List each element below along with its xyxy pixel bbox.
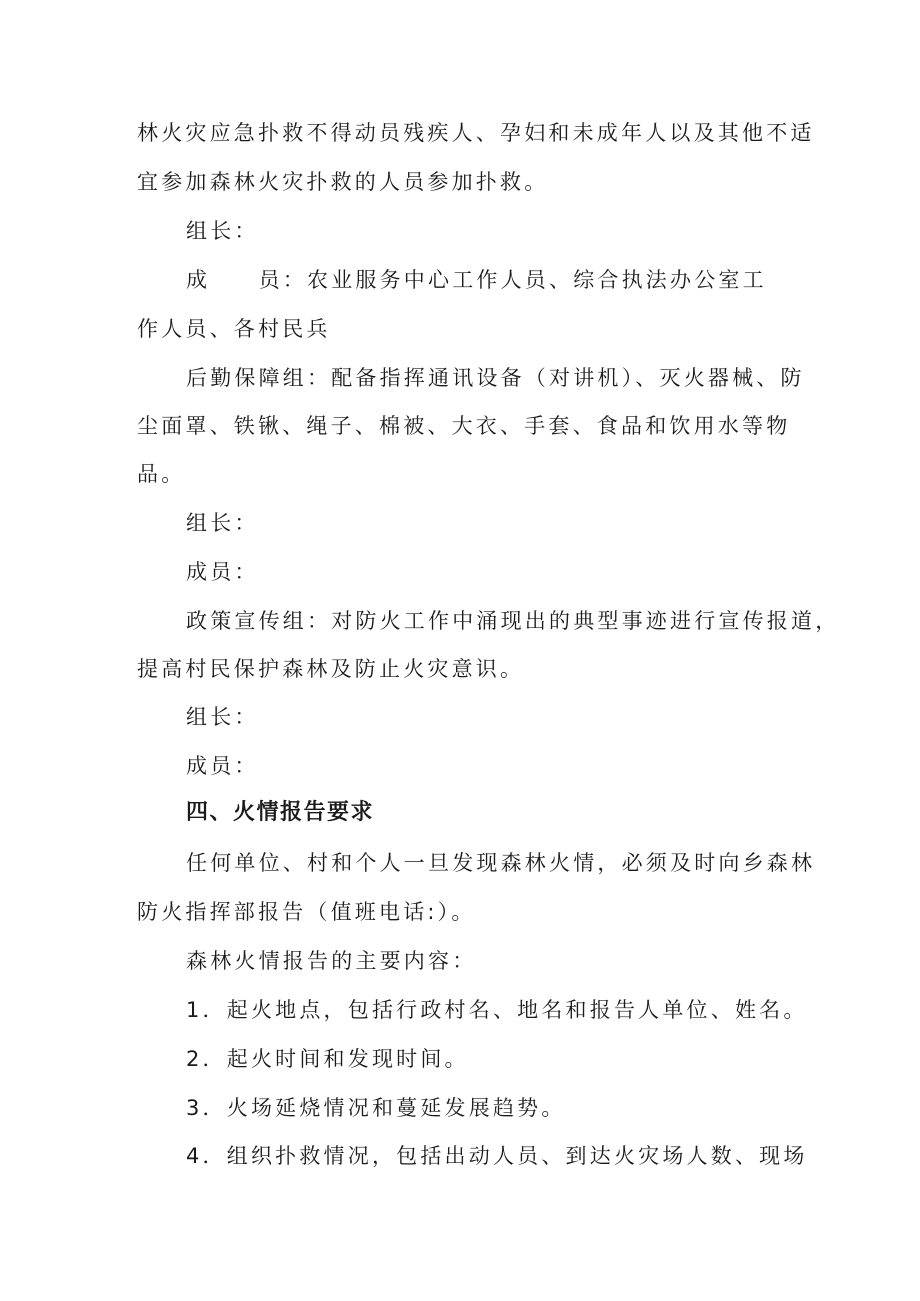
list-item: 2．起火时间和发现时间。	[186, 1047, 469, 1071]
group-members-line: 成员：	[186, 754, 259, 778]
paragraph-line: 尘面罩、铁锹、绳子、棉被、大衣、手套、食品和饮用水等物	[137, 414, 791, 438]
list-item: 1．起火地点，包括行政村名、地名和报告人单位、姓名。	[186, 998, 808, 1022]
list-item: 3．火场延烧情况和蔓延发展趋势。	[186, 1096, 566, 1120]
group-members-line: 成 员：农业服务中心工作人员、综合执法办公室工	[186, 268, 767, 292]
paragraph-line: 宜参加森林火灾扑救的人员参加扑救。	[137, 170, 549, 194]
group-leader-line: 组长：	[186, 511, 259, 535]
logistics-group-line: 后勤保障组：配备指挥通讯设备（对讲机）、灭火器械、防	[186, 366, 805, 390]
paragraph-line: 品。	[137, 462, 186, 486]
publicity-group-line: 政策宣传组：对防火工作中涌现出的典型事迹进行宣传报道，	[186, 609, 840, 633]
paragraph-line: 防火指挥部报告（值班电话:）。	[137, 900, 476, 924]
paragraph-line: 森林火情报告的主要内容：	[186, 949, 477, 973]
group-leader-line: 组长：	[186, 219, 259, 243]
group-leader-line: 组长：	[186, 705, 259, 729]
paragraph-line: 提高村民保护森林及防止火灾意识。	[137, 657, 525, 681]
section-heading: 四、火情报告要求	[186, 800, 375, 825]
paragraph-line: 作人员、各村民兵	[137, 317, 331, 341]
group-members-line: 成员：	[186, 560, 259, 584]
paragraph-line: 任何单位、村和个人一旦发现森林火情，必须及时向乡森林	[186, 851, 816, 875]
list-item: 4．组织扑救情况，包括出动人员、到达火灾场人数、现场	[186, 1144, 808, 1168]
paragraph-line: 林火灾应急扑救不得动员残疾人、孕妇和未成年人以及其他不适	[137, 121, 815, 145]
